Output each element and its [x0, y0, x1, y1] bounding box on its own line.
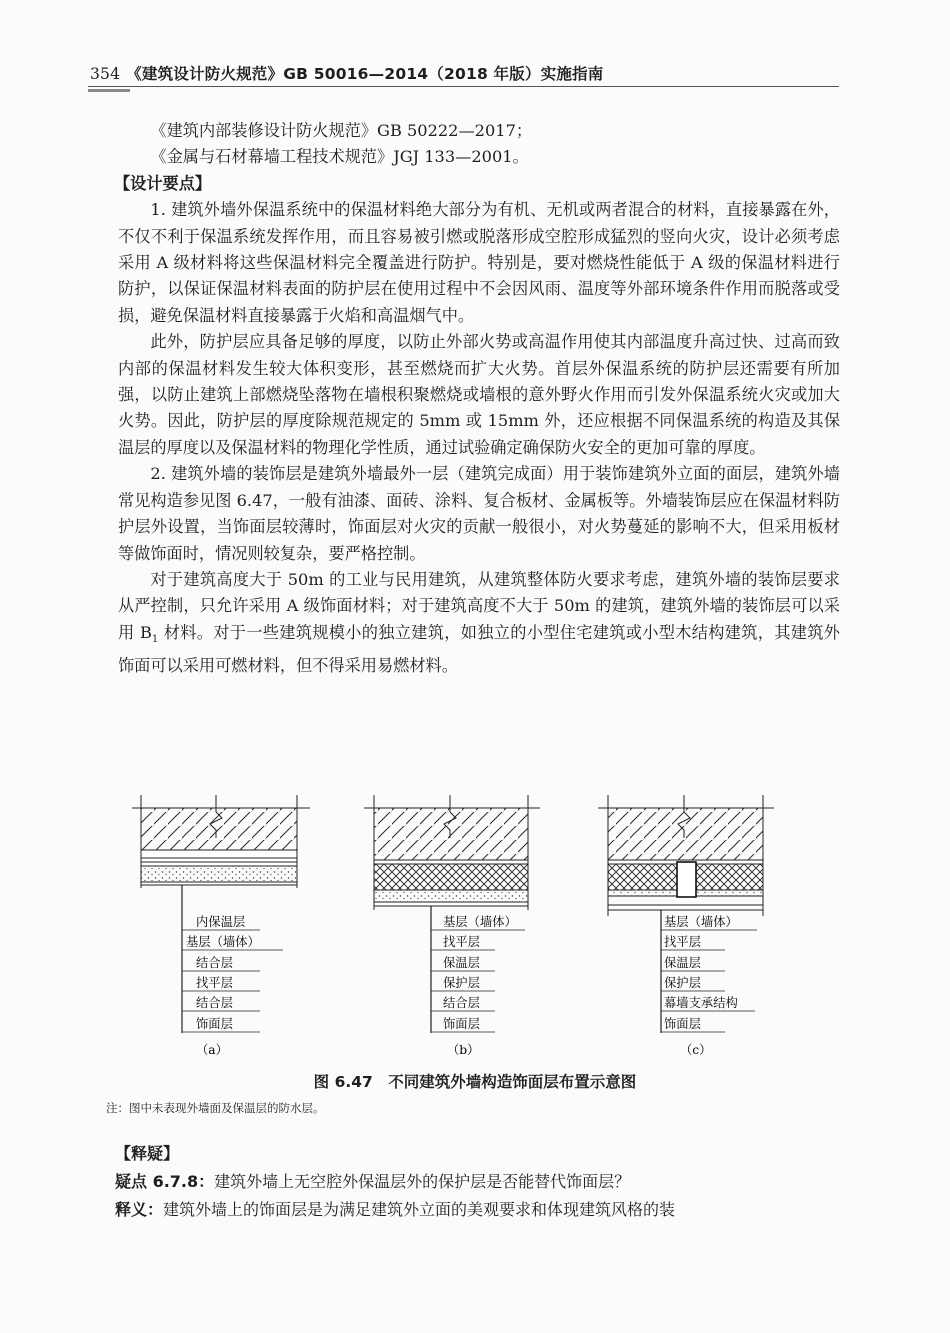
label-b-1: 基层（墙体）	[443, 915, 517, 929]
label-a-1: 内保温层	[196, 915, 246, 929]
question-text: 建筑外墙上无空腔外保温层外的保护层是否能替代饰面层？	[214, 1172, 631, 1191]
figure-caption: 图 6.47 不同建筑外墙构造饰面层布置示意图	[313, 1073, 637, 1091]
reference-2: 《金属与石材幕墙工程技术规范》JGJ 133—2001。	[150, 147, 529, 167]
tag-a: （a）	[196, 1043, 228, 1057]
label-c-5: 幕墙支承结构	[664, 996, 738, 1010]
label-a-4: 找平层	[196, 976, 233, 990]
explain-heading: 【释疑】	[115, 1144, 180, 1163]
reference-1: 《建筑内部装修设计防火规范》GB 50222—2017；	[150, 121, 533, 140]
answer-label: 释义：	[115, 1200, 164, 1219]
label-b-6: 饰面层	[443, 1017, 480, 1031]
design-points-heading: 【设计要点】	[114, 173, 212, 193]
question-label: 疑点 6.7.8：	[115, 1172, 215, 1191]
label-b-2: 找平层	[443, 935, 480, 949]
diagram-b	[364, 795, 540, 1057]
question	[115, 1168, 841, 1196]
label-c-3: 保温层	[664, 956, 701, 970]
label-a-5: 结合层	[196, 996, 233, 1010]
label-c-2: 找平层	[664, 935, 701, 949]
figure-note: 注：图中未表现外墙面及保温层的防水层。	[106, 1101, 325, 1115]
label-b-3: 保温层	[443, 956, 480, 970]
label-c-1: 基层（墙体）	[664, 915, 738, 929]
tag-c: （c）	[680, 1043, 712, 1057]
answer-text: 建筑外墙上的饰面层是为满足建筑外立面的美观要求和体现建筑风格的装	[163, 1200, 676, 1219]
paragraph: 1. 建筑外墙外保温系统中的保温材料绝大部分为有机、无机或两者混合的材料，直接暴露在外，不仅不利于保温系统发挥作用，而且容易被引燃或脱落形成空腔形成猛烈的竖向火灾，设计必须考虑采用 A 级材料将这些保温材料完全覆盖进行防护。特别是，要对燃烧性能低于 A 级的保温材料进行防护，以保证保温材料表面的防护层在使用过程中不会因风雨、温度等外部环境条件作用而脱落或受损，避免保温材料直接暴露于火焰和高温烟气中。	[118, 200, 840, 325]
label-c-4: 保护层	[664, 976, 701, 990]
explain-section	[115, 1140, 841, 1224]
book-title: 《建筑设计防火规范》GB 50016—2014（2018 年版）实施指南	[126, 65, 604, 83]
paragraph-part: 材料。对于一些建筑规模小的独立建筑，如独立的小型住宅建筑或小型木结构建筑，其建筑外饰面可以采用可燃材料，但不得采用易燃材料。	[118, 622, 840, 676]
paragraph: 此外，防护层应具备足够的厚度，以防止外部火势或高温作用使其内部温度升高过快、过高而致内部的保温材料发生较大体积变形，甚至燃烧而扩大火势。首层外保温系统的防护层还需要有所加强，以防止建筑上部燃烧坠落物在墙根积聚燃烧或墙根的意外野火作用而引发外保温系统火灾或加大火势。因此，防护层的厚度除规范规定的 5mm 或 15mm 外，还应根据不同保温系统的构造及其保温层的厚度以及保温材料的物理化学性质，通过试验确定确保防火安全的更加可靠的厚度。	[118, 332, 840, 457]
paragraph: 2. 建筑外墙的装饰层是建筑外墙最外一层（建筑完成面）用于装饰建筑外立面的面层，建筑外墙常见构造参见图 6.47，一般有油漆、面砖、涂料、复合板材、金属板等。外墙装饰层应在保温材料防护层外设置，当饰面层较薄时，饰面层对火灾的贡献一般很小，对火势蔓延的影响不大，但采用板材等做饰面时，情况则较复杂，要严格控制。	[118, 464, 840, 563]
label-a-6: 饰面层	[196, 1017, 233, 1031]
tag-b: （b）	[447, 1043, 480, 1057]
paragraph-part: 对于建筑高度大于 50m 的工业与民用建筑，从建筑整体防火要求考虑，建筑外墙的装饰层要求从严控制，只允许采用 A 级饰面材料；对于建筑高度不大于 50m 的建筑，建筑外墙的装饰层可以采用 B	[118, 569, 840, 642]
subscript: 1	[151, 633, 159, 645]
label-a-3: 结合层	[196, 956, 233, 970]
diagram-c	[598, 795, 774, 1057]
answer	[115, 1196, 841, 1224]
diagram-a	[132, 795, 310, 1057]
label-c-6: 饰面层	[664, 1017, 701, 1031]
label-a-2: 基层（墙体）	[186, 935, 260, 949]
label-b-5: 结合层	[443, 996, 480, 1010]
page-number: 354	[90, 65, 121, 83]
label-b-4: 保护层	[443, 976, 480, 990]
